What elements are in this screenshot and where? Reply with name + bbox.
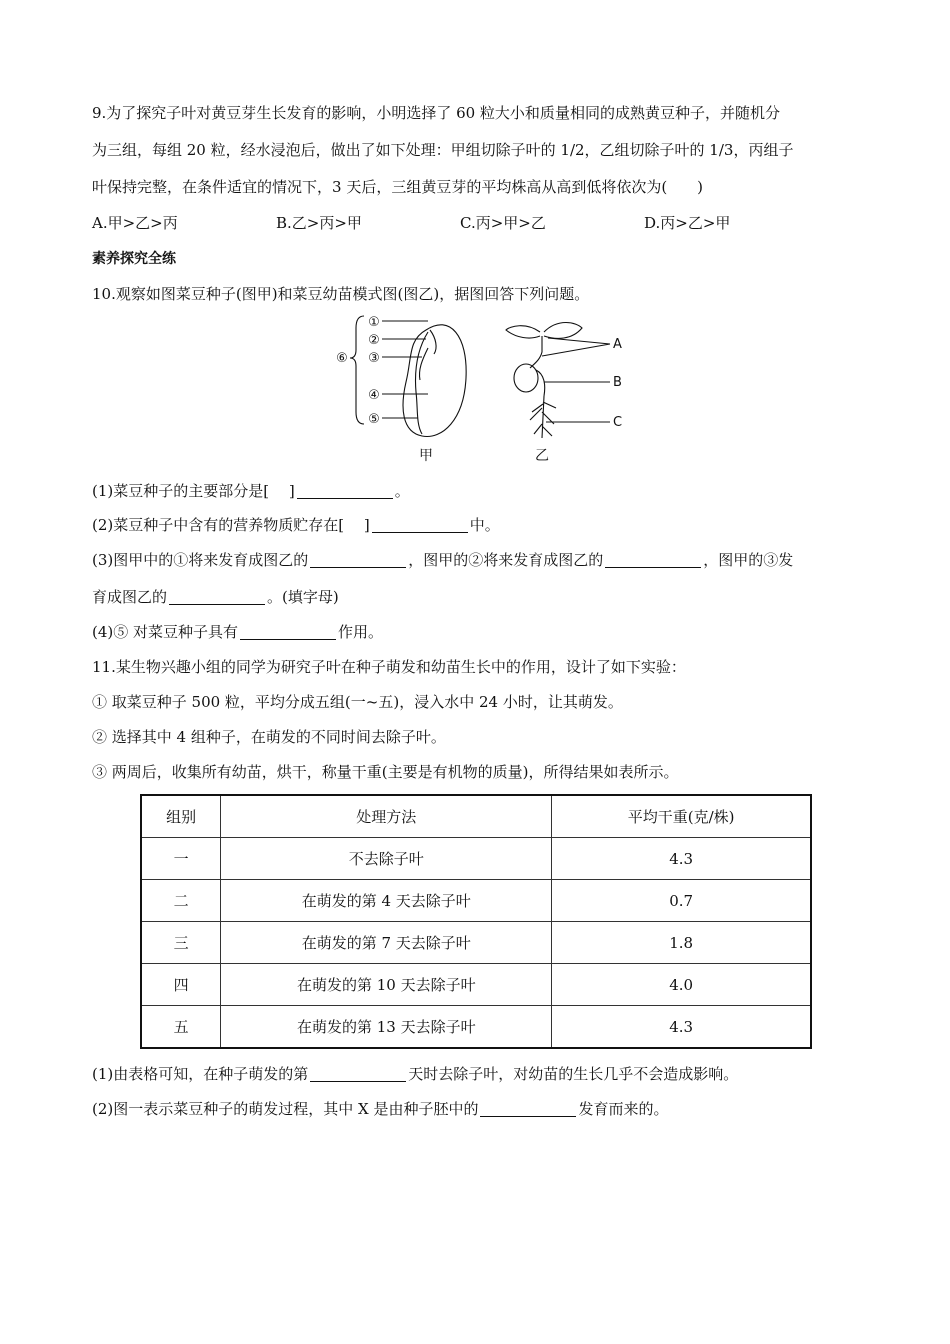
q9-line-2: 为三组，每组 20 粒，经水浸泡后，做出了如下处理：甲组切除子叶的 1/2，乙组切除子叶的 1/3，丙组子 <box>92 141 794 159</box>
q10-stem: 10.观察如图菜豆种子(图甲)和菜豆幼苗模式图(图乙)，据图回答下列问题。 <box>92 285 590 303</box>
cell-weight: 1.8 <box>552 922 811 964</box>
cell-weight: 4.3 <box>552 838 811 880</box>
seedling-leaf-right <box>544 323 582 339</box>
cell-weight: 4.3 <box>552 1006 811 1049</box>
q10-part-1: (1)菜豆种子的主要部分是[ ] 。 <box>92 482 410 500</box>
answer-blank[interactable] <box>480 1101 576 1117</box>
seed-label-6: ⑥ <box>336 351 348 366</box>
cell-method: 不去除子叶 <box>221 838 552 880</box>
q9-option-a: A.甲>乙>丙 <box>92 214 178 232</box>
header-group: 组别 <box>141 795 221 838</box>
caption-left: 甲 <box>419 448 433 464</box>
table-row <box>141 964 811 1006</box>
q11-step-1: ① 取菜豆种子 500 粒，平均分成五组(一~五)，浸入水中 24 小时，让其萌发。 <box>92 693 623 711</box>
results-table <box>140 794 812 1049</box>
q10-part-3-cont: 育成图乙的 。(填字母) <box>92 588 339 606</box>
table-header-row <box>141 795 811 838</box>
seed-label-5: ⑤ <box>368 412 380 427</box>
cell-group: 四 <box>141 964 221 1006</box>
seedling-roots <box>530 396 556 438</box>
seed-embryo-edge <box>416 332 429 434</box>
table-row <box>141 922 811 964</box>
q10-part-2: (2)菜豆种子中含有的营养物质贮存在[ ] 中。 <box>92 516 500 534</box>
answer-blank[interactable] <box>372 517 468 533</box>
cell-method: 在萌发的第 10 天去除子叶 <box>221 964 552 1006</box>
cell-method: 在萌发的第 13 天去除子叶 <box>221 1006 552 1049</box>
cell-group: 一 <box>141 838 221 880</box>
seed-label-3: ③ <box>368 351 380 366</box>
q10-part-4: (4)⑤ 对菜豆种子具有 作用。 <box>92 623 384 641</box>
table-row <box>141 880 811 922</box>
seedling-label-c: C <box>613 415 623 430</box>
seed-plumule <box>430 330 436 354</box>
q11-step-2: ② 选择其中 4 组种子，在萌发的不同时间去除子叶。 <box>92 728 446 746</box>
seedling-cotyledon <box>514 364 538 392</box>
q11-step-3: ③ 两周后，收集所有幼苗，烘干，称量干重(主要是有机物的质量)，所得结果如表所示。 <box>92 763 679 781</box>
header-weight: 平均干重(克/株) <box>552 795 811 838</box>
q11-stem: 11.某生物兴趣小组的同学为研究子叶在种子萌发和幼苗生长中的作用，设计了如下实验： <box>92 658 686 676</box>
q9-option-d: D.丙>乙>甲 <box>644 214 731 232</box>
table-row <box>141 838 811 880</box>
q9-option-b: B.乙>丙>甲 <box>276 214 362 232</box>
cell-group: 二 <box>141 880 221 922</box>
q9-line-1: 9.为了探究子叶对黄豆芽生长发育的影响，小明选择了 60 粒大小和质量相同的成熟黄豆种子，并随机分 <box>92 104 780 122</box>
q10-part-3: (3)图甲中的①将来发育成图乙的 ，图甲的②将来发育成图乙的 ，图甲的③发 <box>92 551 794 569</box>
brace-6 <box>350 316 364 424</box>
section-title: 素养探究全练 <box>92 251 176 267</box>
cell-weight: 0.7 <box>552 880 811 922</box>
q11-part-1: (1)由表格可知，在种子萌发的第 天时去除子叶，对幼苗的生长几乎不会造成影响。 <box>92 1065 739 1083</box>
q11-part-2: (2)图一表示菜豆种子的萌发过程，其中 X 是由种子胚中的 发育而来的。 <box>92 1100 669 1118</box>
seedling-stem-upper <box>530 336 542 368</box>
answer-blank[interactable] <box>169 589 265 605</box>
seed-label-4: ④ <box>368 388 380 403</box>
seedling-label-a: A <box>613 337 622 352</box>
seedling-leaf-left <box>506 326 540 338</box>
table-row <box>141 1006 811 1049</box>
answer-blank[interactable] <box>310 552 406 568</box>
seedling-label-b: B <box>613 375 622 390</box>
seed-seedling-figure <box>330 308 630 468</box>
cell-method: 在萌发的第 7 天去除子叶 <box>221 922 552 964</box>
answer-blank[interactable] <box>240 624 336 640</box>
cell-group: 三 <box>141 922 221 964</box>
answer-blank[interactable] <box>310 1066 406 1082</box>
q9-line-3: 叶保持完整，在条件适宜的情况下，3 天后，三组黄豆芽的平均株高从高到低将依次为( ) <box>92 178 704 196</box>
answer-blank[interactable] <box>605 552 701 568</box>
seed-label-1: ① <box>368 315 380 330</box>
cell-method: 在萌发的第 4 天去除子叶 <box>221 880 552 922</box>
header-method: 处理方法 <box>221 795 552 838</box>
q9-option-c: C.丙>甲>乙 <box>460 214 546 232</box>
seed-radicle <box>419 348 428 380</box>
caption-right: 乙 <box>535 448 549 464</box>
seed-label-2: ② <box>368 333 380 348</box>
cell-group: 五 <box>141 1006 221 1049</box>
cell-weight: 4.0 <box>552 964 811 1006</box>
leader-a2 <box>542 344 610 356</box>
seed-outline <box>403 325 466 437</box>
leader-a1 <box>548 338 610 344</box>
answer-blank[interactable] <box>297 483 393 499</box>
